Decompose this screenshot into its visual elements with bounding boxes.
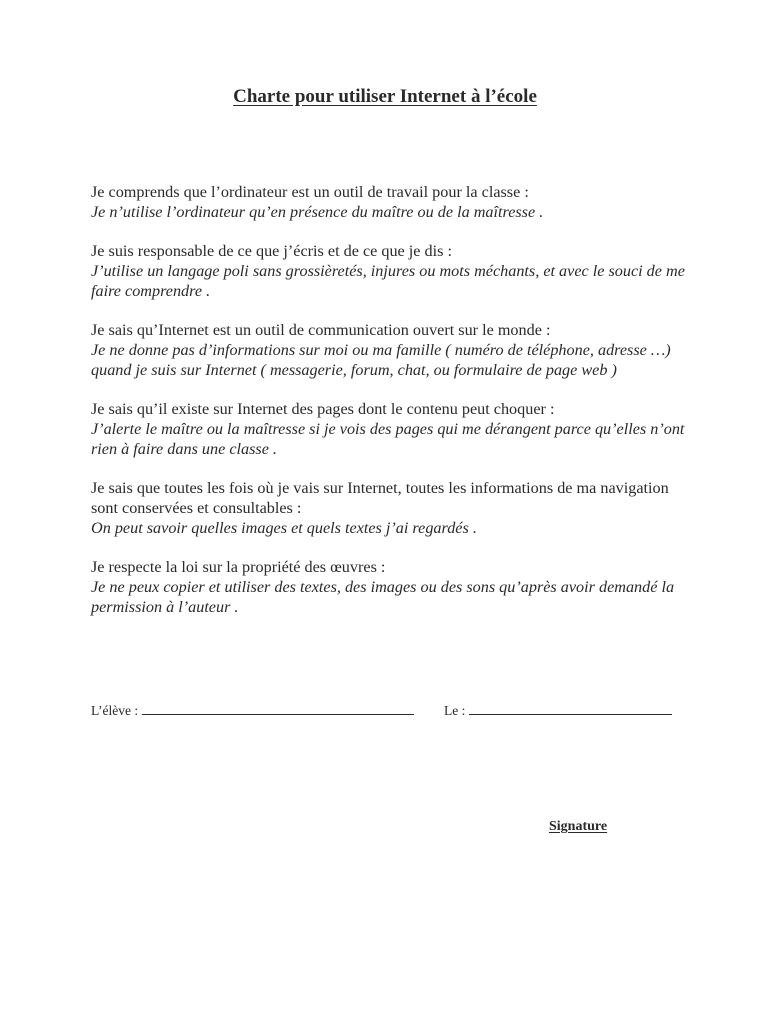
rule-statement: Je sais qu’Internet est un outil de communication ouvert sur le monde : (91, 321, 551, 340)
rule-3 (91, 321, 691, 380)
rule-action: Je n’utilise l’ordinateur qu’en présence du maître ou de la maîtresse . (91, 202, 544, 221)
rule-action: On peut savoir quelles images et quels textes j’ai regardés . (91, 518, 477, 537)
rule-5 (91, 479, 691, 538)
signature-label: Signature (549, 819, 608, 834)
student-name-field (91, 702, 414, 719)
rule-statement: Je respecte la loi sur la propriété des œuvres : (91, 558, 386, 577)
rule-1 (91, 183, 691, 223)
date-field (444, 702, 672, 719)
student-label: L’élève : (91, 703, 139, 718)
rule-action: Je ne peux copier et utiliser des textes, des images ou des sons qu’après avoir demandé la permission à l’auteur . (91, 577, 675, 616)
student-name-blank[interactable] (142, 702, 414, 715)
rule-action: J’alerte le maître ou la maîtresse si je vois des pages qui me dérangent parce qu’elles n’ont rien à faire dans une classe . (91, 419, 685, 458)
rule-4 (91, 400, 691, 459)
page-title: Charte pour utiliser Internet à l’école (233, 86, 537, 107)
rule-2 (91, 242, 691, 301)
rule-action: Je ne donne pas d’informations sur moi ou ma famille ( numéro de téléphone, adresse …) quand je suis sur Internet ( messagerie, forum, chat, ou formulaire de page web ) (91, 340, 671, 379)
date-label: Le : (444, 703, 466, 718)
rule-statement: Je sais qu’il existe sur Internet des pages dont le contenu peut choquer : (91, 400, 555, 419)
rules-list (91, 183, 691, 637)
date-blank[interactable] (469, 702, 672, 715)
rule-statement: Je comprends que l’ordinateur est un outil de travail pour la classe : (91, 183, 529, 201)
rule-6 (91, 558, 691, 617)
rule-statement: Je sais que toutes les fois où je vais sur Internet, toutes les informations de ma navigation sont conservées et consultables : (91, 479, 669, 517)
rule-statement: Je suis responsable de ce que j’écris et de ce que je dis : (91, 242, 452, 261)
rule-action: J’utilise un langage poli sans grossièretés, injures ou mots méchants, et avec le souci de me faire comprendre . (91, 261, 685, 300)
